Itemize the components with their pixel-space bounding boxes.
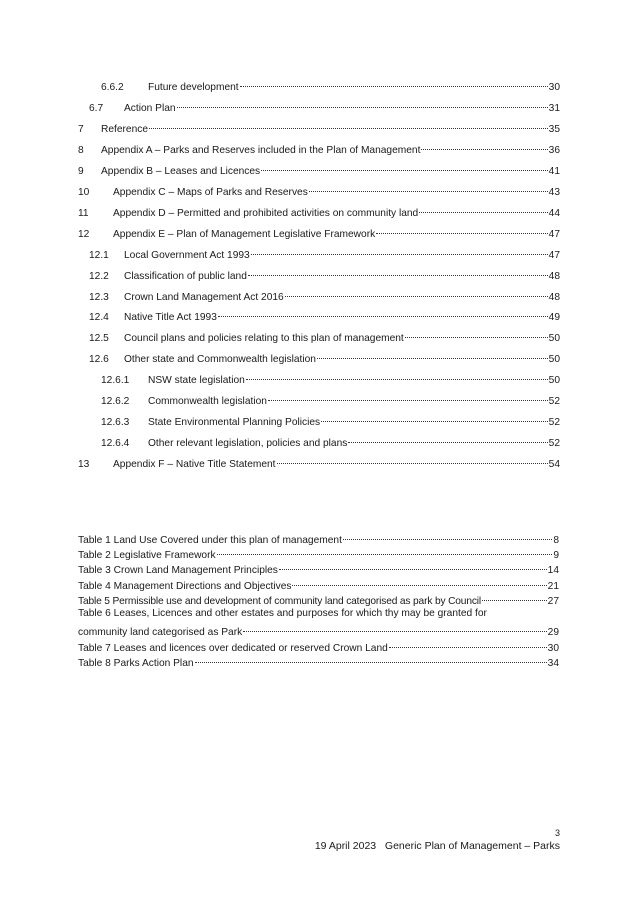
- table-entry-title: Table 2 Legislative Framework: [78, 550, 216, 561]
- table-entry-page: 27: [547, 596, 559, 607]
- leader-dots: [482, 588, 547, 601]
- toc-entry[interactable]: [78, 224, 560, 238]
- table-entry-page: 29: [547, 627, 559, 638]
- toc-entry-title: Appendix C – Maps of Parks and Reserves: [113, 187, 308, 198]
- toc-entry-page: 36: [548, 145, 560, 156]
- toc-entry[interactable]: [78, 203, 560, 217]
- toc-entry-title: Other relevant legislation, policies and plans: [148, 438, 348, 449]
- toc-entry-number: 9: [78, 166, 84, 177]
- toc-entry[interactable]: [78, 140, 560, 154]
- toc-entry-number: 12: [78, 229, 90, 240]
- toc-entry-number: 12.3: [89, 292, 109, 303]
- toc-entry-page: 31: [548, 103, 560, 114]
- toc-entry-title: Appendix D – Permitted and prohibited activities on community land: [113, 208, 419, 219]
- toc-entry-page: 30: [548, 82, 560, 93]
- leader-dots: [343, 527, 552, 540]
- leader-dots: [376, 221, 547, 234]
- table-list-entry[interactable]: [78, 653, 559, 667]
- toc-entry[interactable]: [78, 454, 560, 468]
- leader-dots: [261, 158, 548, 171]
- table-list-entry[interactable]: [78, 622, 559, 636]
- table-entry-title: Table 7 Leases and licences over dedicated or reserved Crown Land: [78, 643, 388, 654]
- toc-entry-number: 13: [78, 459, 90, 470]
- toc-entry-title: Appendix A – Parks and Reserves included in the Plan of Management: [101, 145, 421, 156]
- toc-entry[interactable]: [101, 77, 560, 91]
- table-entry-title: Table 4 Management Directions and Objectives: [78, 581, 292, 592]
- table-entry-page: 21: [547, 581, 559, 592]
- leader-dots: [348, 430, 547, 443]
- table-entry-title: community land categorised as Park: [78, 627, 243, 638]
- leader-dots: [240, 74, 548, 87]
- toc-entry-title: Appendix B – Leases and Licences: [101, 166, 261, 177]
- table-entry-page: 30: [547, 643, 559, 654]
- toc-entry-page: 50: [548, 354, 560, 365]
- toc-entry-page: 52: [548, 438, 560, 449]
- leader-dots: [277, 451, 548, 464]
- leader-dots: [246, 367, 548, 380]
- toc-entry[interactable]: [78, 182, 560, 196]
- toc-entry-number: 6.6.2: [101, 82, 124, 93]
- table-entry-title: Table 5 Permissible use and development of community land categorised as park by Council: [78, 596, 482, 607]
- leader-dots: [217, 542, 553, 555]
- toc-entry-number: 7: [78, 124, 84, 135]
- toc-entry-page: 35: [548, 124, 560, 135]
- toc-entry-number: 6.7: [89, 103, 104, 114]
- leader-dots: [177, 95, 548, 108]
- toc-entry[interactable]: [89, 307, 560, 321]
- toc-entry-page: 47: [548, 229, 560, 240]
- toc-entry-title: State Environmental Planning Policies: [148, 417, 321, 428]
- table-entry-page: 9: [553, 550, 559, 561]
- table-entry-title: Table 1 Land Use Covered under this plan of management: [78, 535, 342, 546]
- toc-entry-number: 12.5: [89, 333, 109, 344]
- toc-entry-page: 43: [548, 187, 560, 198]
- leader-dots: [405, 325, 548, 338]
- toc-entry-number: 12.4: [89, 312, 109, 323]
- leader-dots: [248, 263, 548, 276]
- toc-entry[interactable]: [101, 391, 560, 405]
- leader-dots: [419, 200, 547, 213]
- footer-date: 19 April 2023: [314, 840, 377, 852]
- toc-entry-title: Classification of public land: [124, 271, 247, 282]
- toc-entry[interactable]: [78, 161, 560, 175]
- toc-entry-page: 54: [548, 459, 560, 470]
- leader-dots: [149, 116, 548, 129]
- leader-dots: [279, 557, 547, 570]
- toc-entry-number: 11: [78, 208, 89, 219]
- toc-entry-number: 12.1: [89, 250, 109, 261]
- toc-entry-number: 8: [78, 145, 84, 156]
- table-entry-title-line1: Table 6 Leases, Licences and other estates and purposes for which thy may be granted for: [78, 608, 487, 619]
- leader-dots: [421, 137, 547, 150]
- table-entry-title: Table 3 Crown Land Management Principles: [78, 565, 278, 576]
- toc-entry-number: 12.2: [89, 271, 109, 282]
- toc-entry-page: 49: [548, 312, 560, 323]
- leader-dots: [218, 304, 548, 317]
- table-list-entry[interactable]: [78, 560, 559, 574]
- table-entry-title: Table 8 Parks Action Plan: [78, 658, 194, 669]
- toc-entry-title: Local Government Act 1993: [124, 250, 250, 261]
- page-number: 3: [554, 828, 560, 838]
- table-entry-page: 8: [553, 535, 559, 546]
- toc-entry-number: 12.6.2: [101, 396, 130, 407]
- toc-entry-title: NSW state legislation: [148, 375, 245, 386]
- page-footer: [315, 840, 560, 852]
- toc-entry-title: Appendix E – Plan of Management Legislative Framework: [113, 229, 376, 240]
- toc-entry-title: Crown Land Management Act 2016: [124, 292, 284, 303]
- toc-entry-title: Commonwealth legislation: [148, 396, 267, 407]
- toc-entry-page: 52: [548, 417, 560, 428]
- toc-entry-number: 12.6.4: [101, 438, 130, 449]
- toc-entry[interactable]: [89, 266, 560, 280]
- toc-entry[interactable]: [89, 349, 560, 363]
- leader-dots: [285, 284, 548, 297]
- toc-entry[interactable]: [101, 433, 560, 447]
- toc-entry[interactable]: [78, 119, 560, 133]
- toc-entry-title: Native Title Act 1993: [124, 312, 217, 323]
- table-entry-page: 14: [547, 565, 559, 576]
- leader-dots: [317, 346, 548, 359]
- toc-entry[interactable]: [89, 245, 560, 259]
- toc-entry-title: Council plans and policies relating to this plan of management: [124, 333, 404, 344]
- toc-entry-title: Appendix F – Native Title Statement: [113, 459, 276, 470]
- toc-entry-number: 12.6.3: [101, 417, 130, 428]
- table-list-entry[interactable]: [78, 591, 559, 605]
- toc-entry-title: Action Plan: [124, 103, 176, 114]
- toc-entry-page: 48: [548, 292, 560, 303]
- toc-entry-number: 12.6: [89, 354, 109, 365]
- leader-dots: [309, 179, 548, 192]
- toc-entry-page: 52: [548, 396, 560, 407]
- toc-entry[interactable]: [89, 287, 560, 301]
- leader-dots: [321, 409, 548, 422]
- toc-entry-page: 41: [548, 166, 560, 177]
- leader-dots: [268, 388, 548, 401]
- toc-entry[interactable]: [89, 98, 560, 112]
- leader-dots: [251, 242, 548, 255]
- toc-entry-page: 50: [548, 375, 560, 386]
- leader-dots: [195, 650, 547, 663]
- toc-entry-page: 50: [548, 333, 560, 344]
- leader-dots: [389, 635, 547, 648]
- leader-dots: [243, 619, 546, 632]
- toc-entry-page: 47: [548, 250, 560, 261]
- footer-doc-title: Generic Plan of Management – Parks: [384, 840, 560, 852]
- toc-entry-title: Future development: [148, 82, 239, 93]
- toc-entry[interactable]: [101, 412, 560, 426]
- toc-entry-title: Reference: [101, 124, 149, 135]
- toc-entry-page: 48: [548, 271, 560, 282]
- toc-entry-page: 44: [548, 208, 560, 219]
- table-entry-page: 34: [547, 658, 559, 669]
- toc-entry[interactable]: [101, 370, 560, 384]
- toc-entry[interactable]: [89, 328, 560, 342]
- toc-entry-number: 10: [78, 187, 90, 198]
- leader-dots: [292, 573, 546, 586]
- toc-entry-title: Other state and Commonwealth legislation: [124, 354, 316, 365]
- toc-entry-number: 12.6.1: [101, 375, 130, 386]
